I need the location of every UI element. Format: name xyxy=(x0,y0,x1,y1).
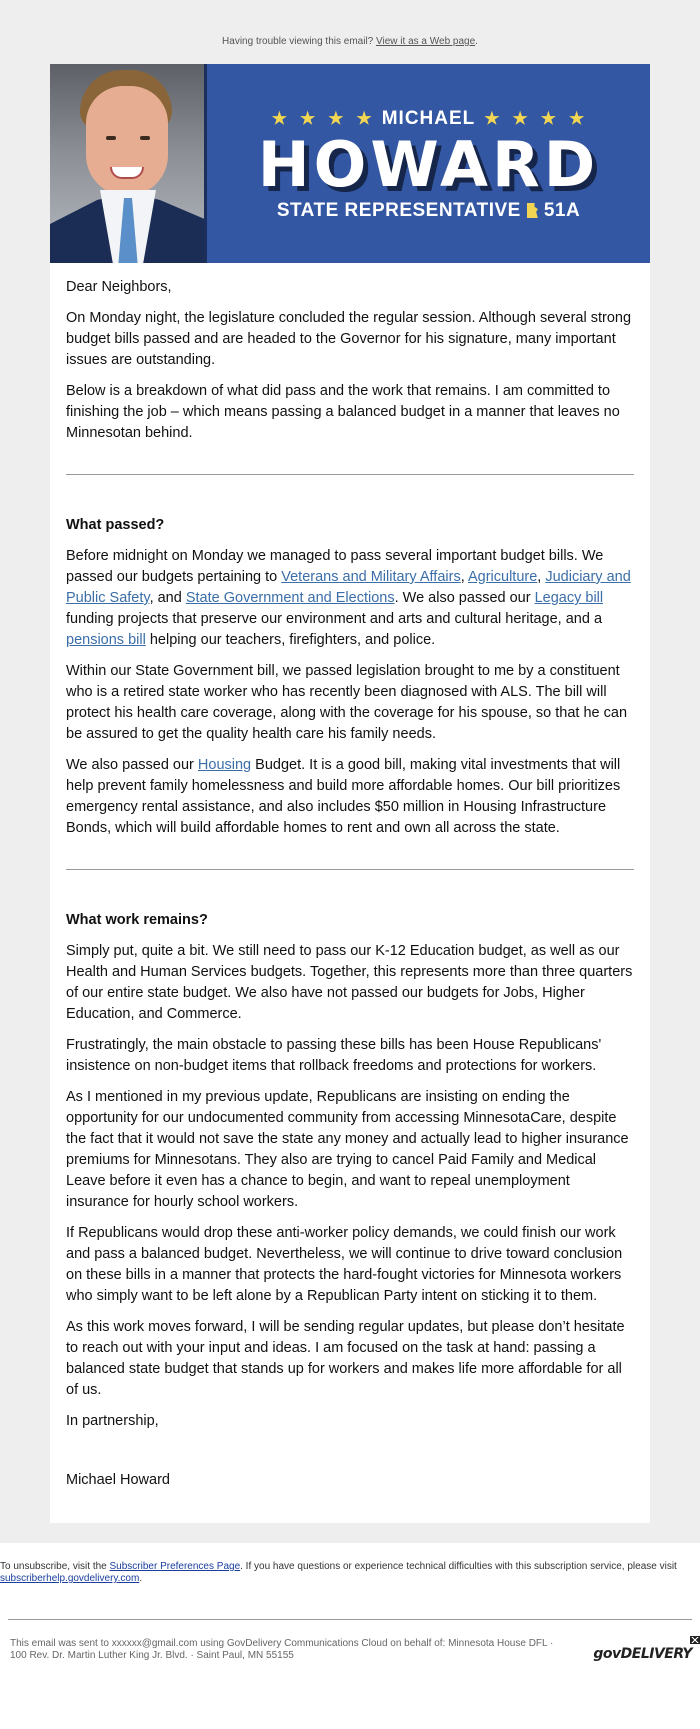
greeting: Dear Neighbors, xyxy=(66,279,172,295)
pensions-bill-link[interactable]: pensions bill xyxy=(66,632,146,648)
sent-to-notice: This email was sent to xxxxxx@gmail.com using GovDelivery Communications Cloud on behalf of: Minnesota House DFL · 100 Rev. Dr. Martin Luther King Jr. Blvd. · Saint Paul, MN 55155 xyxy=(10,1638,554,1661)
preheader-text: Having trouble viewing this email? xyxy=(222,36,374,47)
section-heading-work-remains: What work remains? xyxy=(66,912,208,928)
email-footer xyxy=(0,1543,700,1662)
star-icon: ★ xyxy=(356,108,373,128)
state-government-elections-link[interactable]: State Government and Elections xyxy=(185,590,395,606)
agriculture-link[interactable]: Agriculture xyxy=(467,569,538,585)
minnesota-state-icon xyxy=(527,203,538,218)
star-icon: ★ xyxy=(540,108,558,128)
intro-paragraph: Below is a breakdown of what did pass and the work that remains. I am committed to finishing the job – which means passing a balanced budget in a manner that leaves no Minnesotan behind. xyxy=(66,383,620,441)
header-banner xyxy=(50,64,650,263)
star-icon: ★ xyxy=(569,108,586,128)
govdelivery-logo-text: govDELIVERY xyxy=(593,1646,692,1662)
preheader xyxy=(0,36,700,64)
envelope-icon xyxy=(690,1636,700,1644)
star-icon: ★ xyxy=(299,108,317,128)
star-icon: ★ xyxy=(512,108,529,128)
housing-link[interactable]: Housing xyxy=(197,757,252,773)
passed-paragraph: Before midnight on Monday we managed to pass several important budget bills. We passed our budgets pertaining to Veterans and Military Affairs, Agriculture, Judiciary and Public Safety, and State Government and Elections. We also passed our Legacy bill funding projects that preserve our environment and arts and cultural heritage, and a pensions bill helping our teachers, firefighters, and police. xyxy=(66,548,631,648)
signature: Michael Howard xyxy=(66,1472,170,1488)
section-divider xyxy=(66,474,634,475)
view-web-page-link[interactable]: View it as a Web page xyxy=(376,36,476,47)
passed-paragraph: Within our State Government bill, we passed legislation brought to me by a constituent who is a retired state worker who has recently been diagnosed with ALS. The bill will protect his health care coverage, along with the coverage for his spouse, so that he can be assured to get the quality health care his family needs. xyxy=(66,663,628,742)
remains-paragraph: If Republicans would drop these anti-worker policy demands, we could finish our work and pass a balanced budget. Nevertheless, we will continue to drive toward conclusion on these bills in a manner that protects the hard-fought victories for Minnesota workers who simply want to be left alone by a Republican Party intent on sticking it to them. xyxy=(66,1225,623,1304)
banner-first-name: MICHAEL xyxy=(381,107,476,129)
passed-paragraph: We also passed our Housing Budget. It is a good bill, making vital investments that will help prevent family homelessness and build more affordable homes. Our bill prioritizes emergency rental assistance, and also includes $50 million in Housing Infrastructure Bonds, which will build affordable homes to rent and own all across the state. xyxy=(66,757,621,836)
banner-branding xyxy=(207,64,650,263)
banner-last-name: HOWARD xyxy=(257,127,600,201)
star-icon: ★ xyxy=(484,108,501,128)
section-divider xyxy=(66,869,634,870)
intro-paragraph: On Monday night, the legislature concluded the regular session. Although several strong budget bills passed and are headed to the Governor for his signature, many important issues are outstanding. xyxy=(66,310,632,368)
banner-subtitle: STATE REPRESENTATIVE xyxy=(276,199,521,221)
remains-paragraph: As I mentioned in my previous update, Republicans are insisting on ending the opportunity for our undocumented community from accessing MinnesotaCare, despite the fact that it would not save the state any money and actually lead to higher insurance premiums for Minnesotans. They also are trying to cancel Paid Family and Medical Leave before it even has a chance to begin, and want to repeal unemployment insurance for hourly school workers. xyxy=(66,1089,629,1210)
star-icon: ★ xyxy=(328,108,345,128)
legacy-bill-link[interactable]: Legacy bill xyxy=(534,590,604,606)
email-body xyxy=(50,263,650,1523)
subscriber-preferences-link[interactable]: Subscriber Preferences Page xyxy=(109,1561,241,1572)
preheader-suffix: . xyxy=(475,36,478,47)
star-icon: ★ xyxy=(271,108,288,128)
closing: In partnership, xyxy=(66,1413,159,1429)
remains-paragraph: Frustratingly, the main obstacle to passing these bills has been House Republicans' insistence on non-budget items that rollback freedoms and protections for workers. xyxy=(66,1037,602,1074)
veterans-military-affairs-link[interactable]: Veterans and Military Affairs xyxy=(281,569,461,585)
remains-paragraph: Simply put, quite a bit. We still need to pass our K-12 Education budget, as well as our Health and Human Services budgets. Together, this represents more than three quarters of our entire state budget. We also have not passed our budgets for Jobs, Higher Education, and Commerce. xyxy=(66,943,633,1022)
email-card xyxy=(50,64,650,1523)
section-heading-what-passed: What passed? xyxy=(66,517,165,533)
representative-photo xyxy=(50,64,207,263)
subscriber-help-link[interactable]: subscriberhelp.govdelivery.com xyxy=(0,1573,140,1584)
unsubscribe-notice: To unsubscribe, visit the Subscriber Preferences Page. If you have questions or experience technical difficulties with this subscription service, please visit subscriberhelp.govdelivery.com. xyxy=(0,1561,677,1584)
banner-district: 51A xyxy=(543,199,581,221)
govdelivery-logo[interactable] xyxy=(593,1648,692,1660)
remains-paragraph: As this work moves forward, I will be sending regular updates, but please don’t hesitate to reach out with your input and ideas. I am focused on the task at hand: passing a balanced state budget that stands up for workers and makes life more affordable for all of us. xyxy=(66,1319,625,1398)
judiciary-public-safety-link[interactable]: Judiciary and Public Safety xyxy=(66,569,631,606)
